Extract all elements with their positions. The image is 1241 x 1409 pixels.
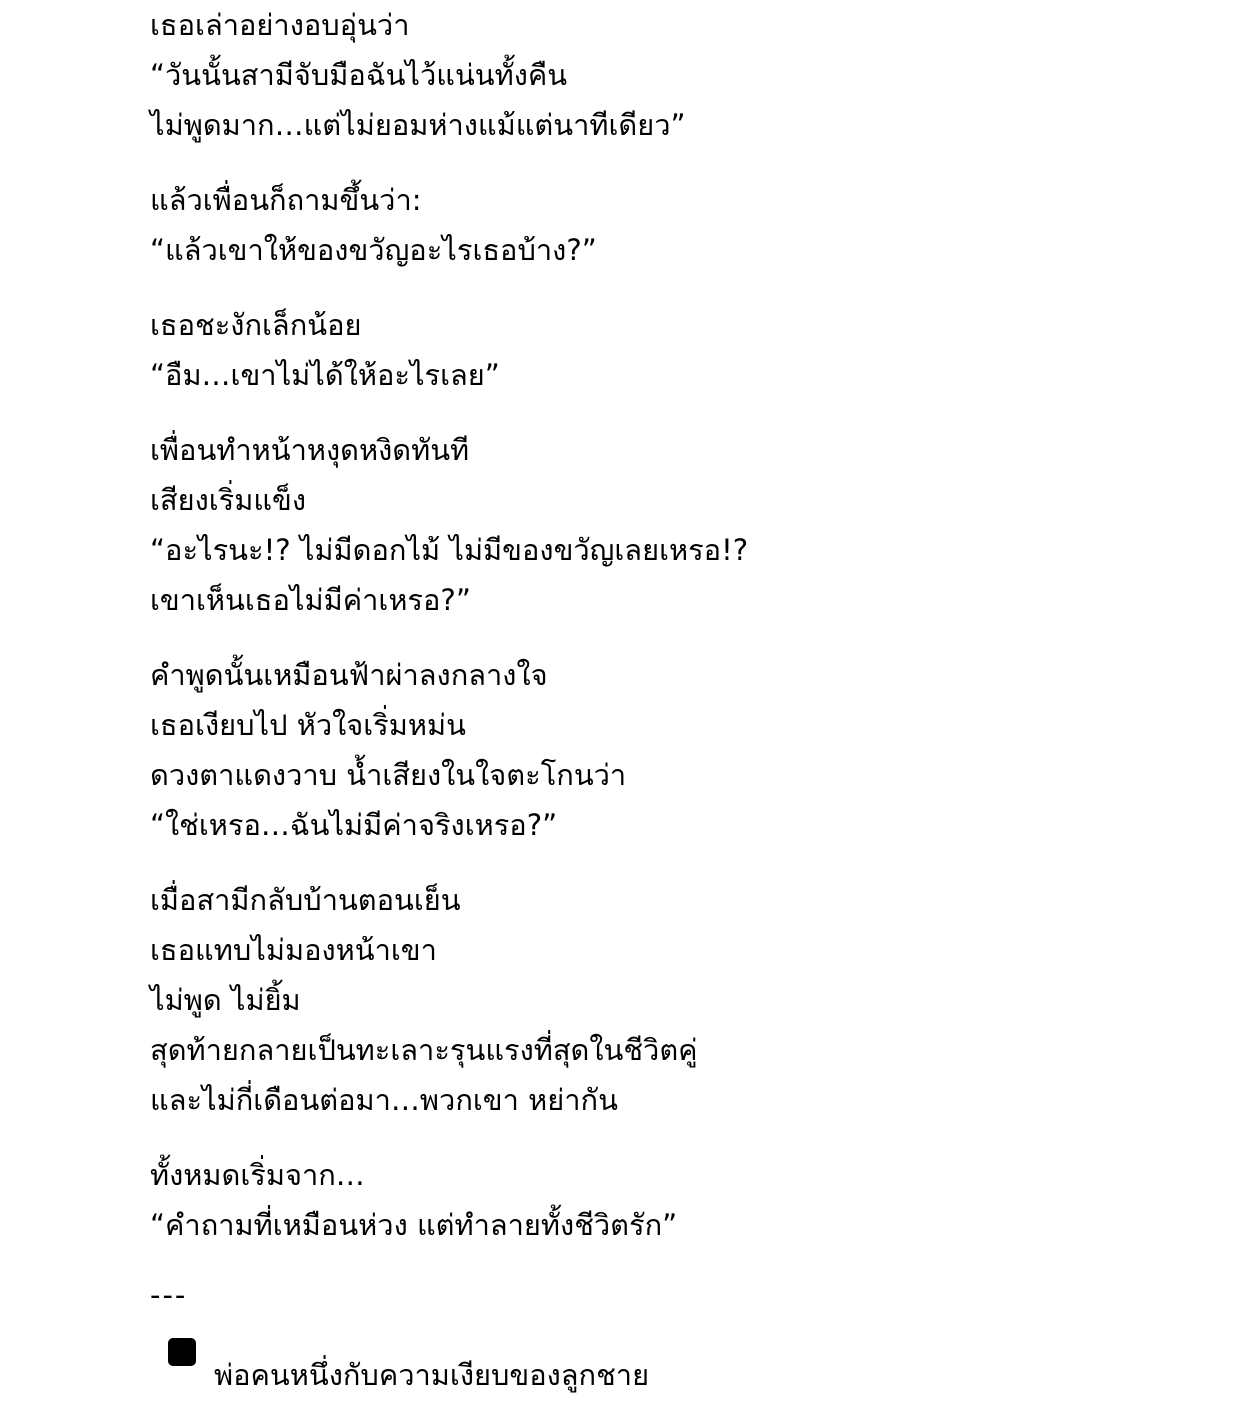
black-square-icon (168, 1338, 196, 1366)
stanza-5 (150, 650, 1210, 850)
story-line: เสียงเริ่มแข็ง (150, 483, 307, 517)
story-line: ไม่พูด ไม่ยิ้ม (150, 983, 301, 1017)
story-line: “ใช่เหรอ…ฉันไม่มีค่าจริงเหรอ?” (150, 808, 558, 842)
story-line: ไม่พูดมาก…แต่ไม่ยอมห่างแม้แต่นาทีเดียว” (150, 108, 686, 142)
story-line: เธอชะงักเล็กน้อย (150, 308, 362, 342)
story-line: แล้วเพื่อนก็ถามขึ้นว่า: (150, 183, 422, 217)
story-line: “วันนั้นสามีจับมือฉันไว้แน่นทั้งคืน (150, 58, 568, 92)
story-line: “อะไรนะ!? ไม่มีดอกไม้ ไม่มีของขวัญเลยเหรอ!? (150, 533, 749, 567)
stanza-1 (150, 0, 1210, 150)
story-line: สุดท้ายกลายเป็นทะเลาะรุนแรงที่สุดในชีวิตคู่ (150, 1033, 698, 1067)
story-text (150, 0, 1210, 1250)
story-line: คำพูดนั้นเหมือนฟ้าผ่าลงกลางใจ (150, 658, 548, 692)
story-line: เธอเล่าอย่างอบอุ่นว่า (150, 8, 410, 42)
stanza-gap (150, 625, 1210, 650)
stanza-gap (150, 850, 1210, 875)
stanza-6 (150, 875, 1210, 1125)
story-line: เขาเห็นเธอไม่มีค่าเหรอ?” (150, 583, 471, 617)
stanza-4 (150, 425, 1210, 625)
story-line: “อืม…เขาไม่ได้ให้อะไรเลย” (150, 358, 500, 392)
stanza-7 (150, 1150, 1210, 1250)
stanza-gap (150, 275, 1210, 300)
story-line: ดวงตาแดงวาบ น้ำเสียงในใจตะโกนว่า (150, 758, 627, 792)
next-story-title: พ่อคนหนึ่งกับความเงียบของลูกชาย (214, 1358, 650, 1392)
section-separator: --- (150, 1278, 188, 1312)
stanza-3 (150, 300, 1210, 400)
story-line: เพื่อนทำหน้าหงุดหงิดทันที (150, 433, 470, 467)
stanza-2 (150, 175, 1210, 275)
stanza-gap (150, 150, 1210, 175)
story-line: “คำถามที่เหมือนห่วง แต่ทำลายทั้งชีวิตรัก” (150, 1208, 678, 1242)
stanza-gap (150, 400, 1210, 425)
story-line: เมื่อสามีกลับบ้านตอนเย็น (150, 883, 461, 917)
story-line: เธอแทบไม่มองหน้าเขา (150, 933, 437, 967)
next-story-item (168, 1334, 1168, 1404)
story-line: “แล้วเขาให้ของขวัญอะไรเธอบ้าง?” (150, 233, 597, 267)
story-line: เธอเงียบไป หัวใจเริ่มหม่น (150, 708, 466, 742)
story-line: ทั้งหมดเริ่มจาก… (150, 1158, 365, 1192)
stanza-gap (150, 1125, 1210, 1150)
story-line: และไม่กี่เดือนต่อมา…พวกเขา หย่ากัน (150, 1083, 618, 1117)
